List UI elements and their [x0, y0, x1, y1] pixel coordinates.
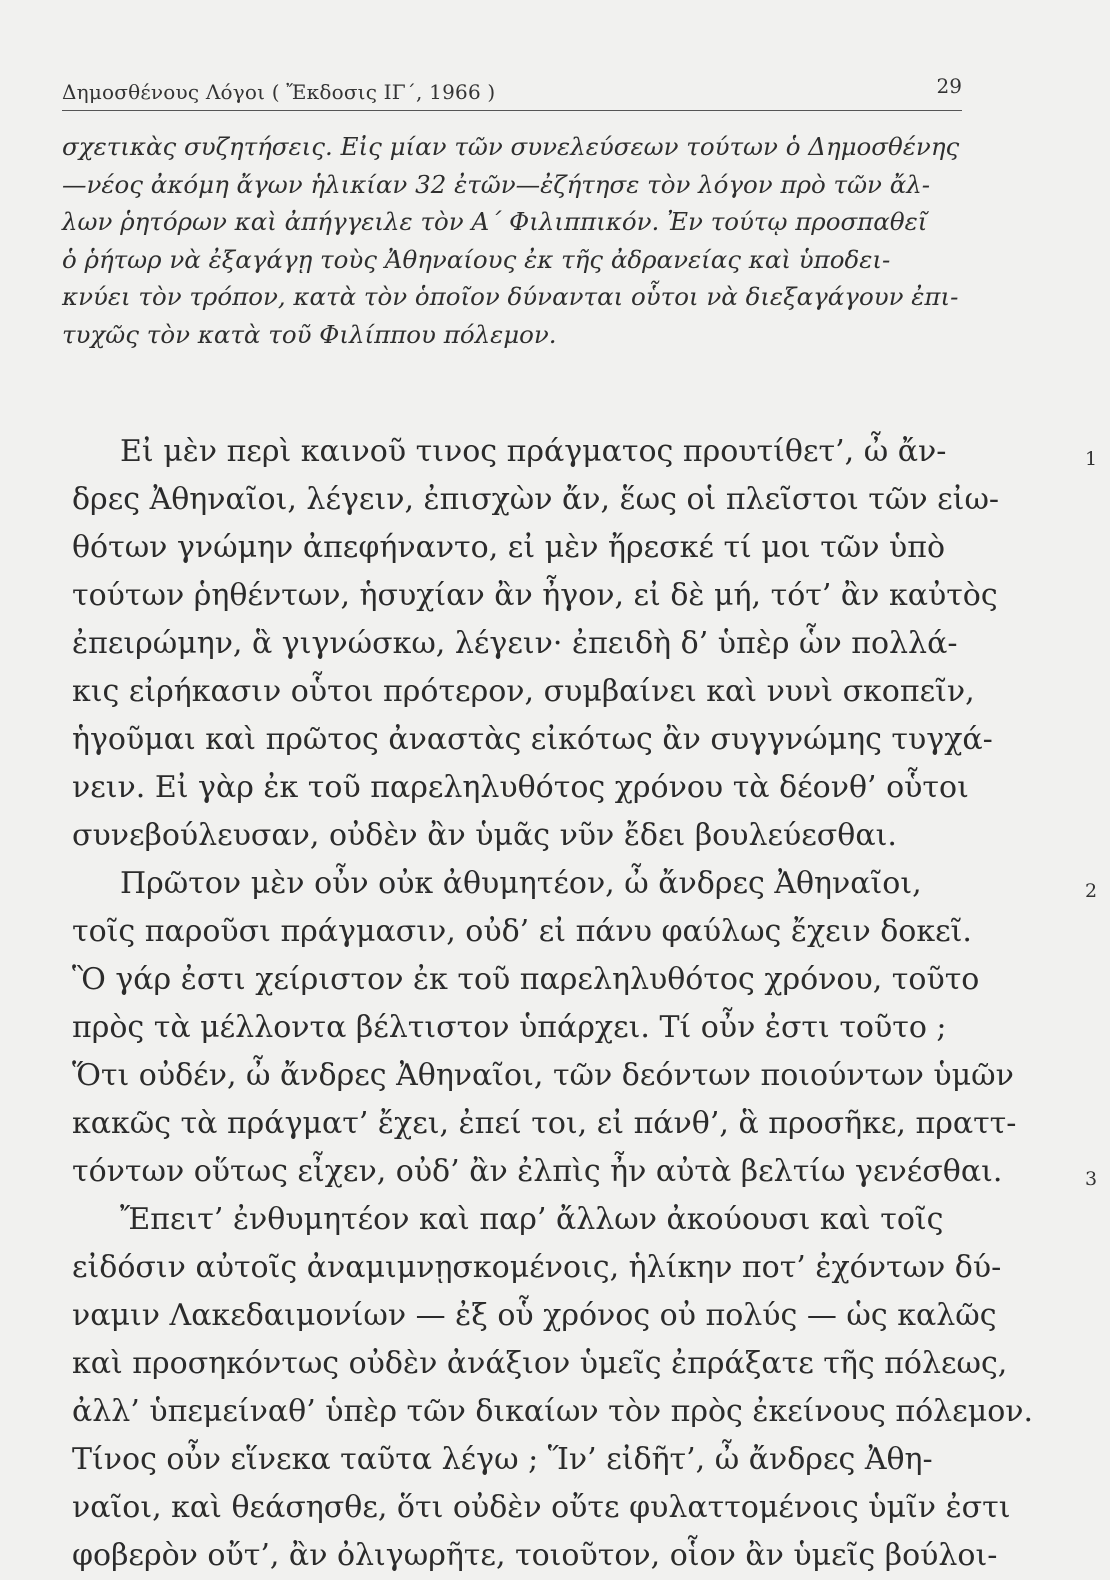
text-line: φοβερὸν οὔτ’, ἂν ὀλιγωρῆτε, τοιοῦτον, οἷον ἂν ὑμεῖς βούλοι- [72, 1538, 998, 1573]
text-line: Ἔπειτ’ ἐνθυμητέον καὶ παρ’ ἄλλων ἀκούουσι καὶ τοῖς [120, 1202, 944, 1237]
text-line: πρὸς τὰ μέλλοντα βέλτιστον ὑπάρχει. Τί οὖν ἐστι τοῦτο ; [72, 1010, 947, 1045]
running-head [62, 74, 962, 111]
text-line: θότων γνώμην ἀπεφήναντο, εἰ μὲν ἤρεσκέ τί μοι τῶν ὑπὸ [72, 530, 946, 565]
text-line: συνεβούλευσαν, οὐδὲν ἂν ὑμᾶς νῦν ἔδει βουλεύεσθαι. [72, 818, 897, 853]
running-title: Δημοσθένους Λόγοι ( Ἔκδοσις ΙΓ΄, 1966 ) [62, 80, 496, 104]
text-line: κις εἰρήκασιν οὗτοι πρότερον, συμβαίνει καὶ νυνὶ σκοπεῖν, [72, 674, 975, 709]
text-line: τούτων ῥηθέντων, ἡσυχίαν ἂν ἦγον, εἰ δὲ μή, τότ’ ἂν καὐτὸς [72, 578, 998, 613]
intro-paragraph [62, 128, 967, 353]
text-line: Ὃ γάρ ἐστι χείριστον ἐκ τοῦ παρεληλυθότος χρόνου, τοῦτο [72, 962, 980, 997]
text-line: Εἰ μὲν περὶ καινοῦ τινος πράγματος προυτίθετ’, ὦ ἄν- [120, 434, 947, 469]
text-line: ἡγοῦμαι καὶ πρῶτος ἀναστὰς εἰκότως ἂν συγγνώμης τυγχά- [72, 722, 993, 757]
text-line: ναῖοι, καὶ θεάσησθε, ὅτι οὐδὲν οὔτε φυλαττομένοις ὑμῖν ἐστι [72, 1490, 1011, 1525]
text-line: ἀλλ’ ὑπεμείναθ’ ὑπὲρ τῶν δικαίων τὸν πρὸς ἐκείνους πόλεμον. [72, 1394, 1034, 1429]
text-line: δρες Ἀθηναῖοι, λέγειν, ἐπισχὼν ἄν, ἕως οἱ πλεῖστοι τῶν εἰω- [72, 482, 1000, 517]
text-line: τοῖς παροῦσι πράγμασιν, οὐδ’ εἰ πάνυ φαύλως ἔχειν δοκεῖ. [72, 914, 972, 949]
section-number-1: 1 [1085, 448, 1098, 470]
intro-line: τυχῶς τὸν κατὰ τοῦ Φιλίππου πόλεμον. [62, 319, 557, 349]
intro-line: κνύει τὸν τρόπον, κατὰ τὸν ὁποῖον δύνανται οὗτοι νὰ διεξαγάγουν ἐπι- [62, 282, 959, 311]
intro-line: σχετικὰς συζητήσεις. Εἰς μίαν τῶν συνελεύσεων τούτων ὁ Δημοσθένης [62, 132, 960, 161]
text-line: ναμιν Λακεδαιμονίων — ἐξ οὗ χρόνος οὐ πολύς — ὡς καλῶς [72, 1298, 997, 1333]
main-text [72, 428, 1034, 1580]
text-line: Πρῶτον μὲν οὖν οὐκ ἀθυμητέον, ὦ ἄνδρες Ἀθηναῖοι, [120, 866, 922, 901]
section-number-3: 3 [1085, 1168, 1098, 1190]
intro-line: ὁ ῥήτωρ νὰ ἐξαγάγῃ τοὺς Ἀθηναίους ἐκ τῆς ἀδρανείας καὶ ὑποδει- [62, 244, 891, 274]
text-line: νειν. Εἰ γὰρ ἐκ τοῦ παρεληλυθότος χρόνου τὰ δέονθ’ οὗτοι [72, 770, 969, 805]
text-line: ἐπειρώμην, ἃ γιγνώσκω, λέγειν· ἐπειδὴ δ’ ὑπὲρ ὧν πολλά- [72, 626, 958, 661]
intro-line: λων ῥητόρων καὶ ἀπήγγειλε τὸν Α΄ Φιλιππικόν. Ἐν τούτῳ προσπαθεῖ [62, 207, 928, 236]
text-line: κακῶς τὰ πράγματ’ ἔχει, ἐπεί τοι, εἰ πάνθ’, ἃ προσῆκε, πραττ- [72, 1106, 1017, 1141]
page-number: 29 [936, 74, 962, 98]
text-line: τόντων οὕτως εἶχεν, οὐδ’ ἂν ἐλπὶς ἦν αὐτὰ βελτίω γενέσθαι. [72, 1154, 1003, 1189]
text-line: εἰδόσιν αὐτοῖς ἀναμιμνῃσκομένοις, ἡλίκην ποτ’ ἐχόντων δύ- [72, 1250, 1002, 1285]
intro-line: —νέος ἀκόμη ἄγων ἡλικίαν 32 ἐτῶν—ἐζήτησε τὸν λόγον πρὸ τῶν ἄλ- [62, 169, 931, 199]
text-line: Ὅτι οὐδέν, ὦ ἄνδρες Ἀθηναῖοι, τῶν δεόντων ποιούντων ὑμῶν [72, 1058, 1014, 1093]
text-line: καὶ προσηκόντως οὐδὲν ἀνάξιον ὑμεῖς ἐπράξατε τῆς πόλεως, [72, 1346, 1008, 1381]
section-number-2: 2 [1085, 880, 1098, 902]
text-line: Τίνος οὖν εἵνεκα ταῦτα λέγω ; Ἵν’ εἰδῆτ’, ὦ ἄνδρες Ἀθη- [72, 1442, 933, 1477]
